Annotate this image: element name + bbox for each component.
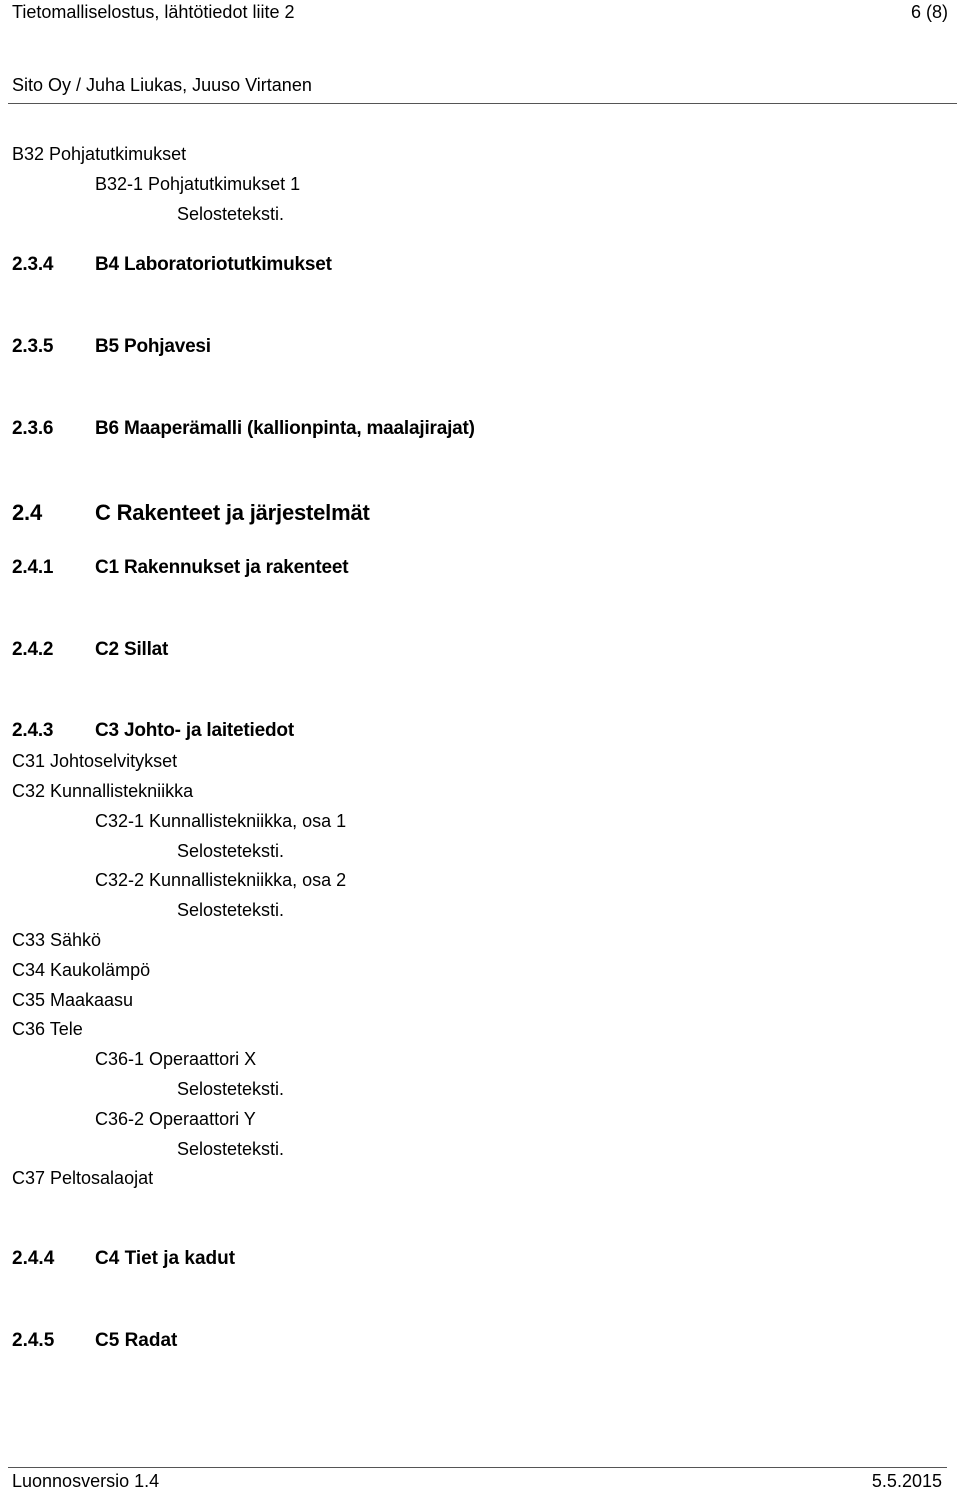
item-c36-2-description: Selosteteksti.: [177, 1139, 285, 1159]
item-c33: C33 Sähkö: [12, 930, 102, 950]
item-c31: C31 Johtoselvitykset: [12, 751, 178, 771]
heading-2-4-2-number: 2.4.2: [12, 639, 54, 660]
heading-2-3-4-title: B4 Laboratoriotutkimukset: [95, 254, 332, 275]
item-c32-1: C32-1 Kunnallistekniikka, osa 1: [95, 811, 347, 831]
item-c32-2: C32-2 Kunnallistekniikka, osa 2: [95, 870, 347, 890]
heading-2-4-2-title: C2 Sillat: [95, 639, 169, 660]
heading-2-3-6-title: B6 Maaperämalli (kallionpinta, maalajirajat): [95, 418, 475, 439]
item-c36-2: C36-2 Operaattori Y: [95, 1109, 256, 1129]
heading-2-4-3-title: C3 Johto- ja laitetiedot: [95, 720, 294, 741]
item-c36-1: C36-1 Operaattori X: [95, 1049, 257, 1069]
item-b32-1: B32-1 Pohjatutkimukset 1: [95, 174, 301, 194]
item-c32: C32 Kunnallistekniikka: [12, 781, 194, 801]
document-title: Tietomalliselostus, lähtötiedot liite 2: [12, 2, 295, 22]
item-c36: C36 Tele: [12, 1019, 83, 1039]
heading-2-3-6-number: 2.3.6: [12, 418, 54, 439]
heading-2-4-5-number: 2.4.5: [12, 1330, 55, 1351]
heading-2-3-5-title: B5 Pohjavesi: [95, 336, 211, 357]
footer-date: 5.5.2015: [871, 1471, 942, 1491]
footer-divider: [8, 1467, 947, 1468]
heading-2-3-5-number: 2.3.5: [12, 336, 54, 357]
heading-2-4-title: C Rakenteet ja järjestelmät: [95, 500, 370, 525]
heading-2-4-3-number: 2.4.3: [12, 720, 54, 741]
header-divider: [8, 103, 957, 104]
item-c37: C37 Peltosalaojat: [12, 1168, 154, 1188]
page-number: 6 (8): [910, 2, 948, 22]
item-c36-1-description: Selosteteksti.: [177, 1079, 285, 1099]
heading-2-4-1-title: C1 Rakennukset ja rakenteet: [95, 557, 349, 578]
item-b32: B32 Pohjatutkimukset: [12, 144, 187, 164]
heading-2-3-4-number: 2.3.4: [12, 254, 54, 275]
document-authors: Sito Oy / Juha Liukas, Juuso Virtanen: [12, 75, 312, 95]
heading-2-4-4-number: 2.4.4: [12, 1248, 55, 1269]
item-b32-1-description: Selosteteksti.: [177, 204, 285, 224]
item-c32-1-description: Selosteteksti.: [177, 841, 285, 861]
heading-2-4-number: 2.4: [12, 500, 42, 525]
item-c32-2-description: Selosteteksti.: [177, 900, 285, 920]
item-c34: C34 Kaukolämpö: [12, 960, 151, 980]
heading-2-4-5-title: C5 Radat: [95, 1330, 178, 1351]
heading-2-4-1-number: 2.4.1: [12, 557, 54, 578]
item-c35: C35 Maakaasu: [12, 990, 134, 1010]
heading-2-4-4-title: C4 Tiet ja kadut: [95, 1248, 236, 1269]
footer-version: Luonnosversio 1.4: [12, 1471, 160, 1491]
